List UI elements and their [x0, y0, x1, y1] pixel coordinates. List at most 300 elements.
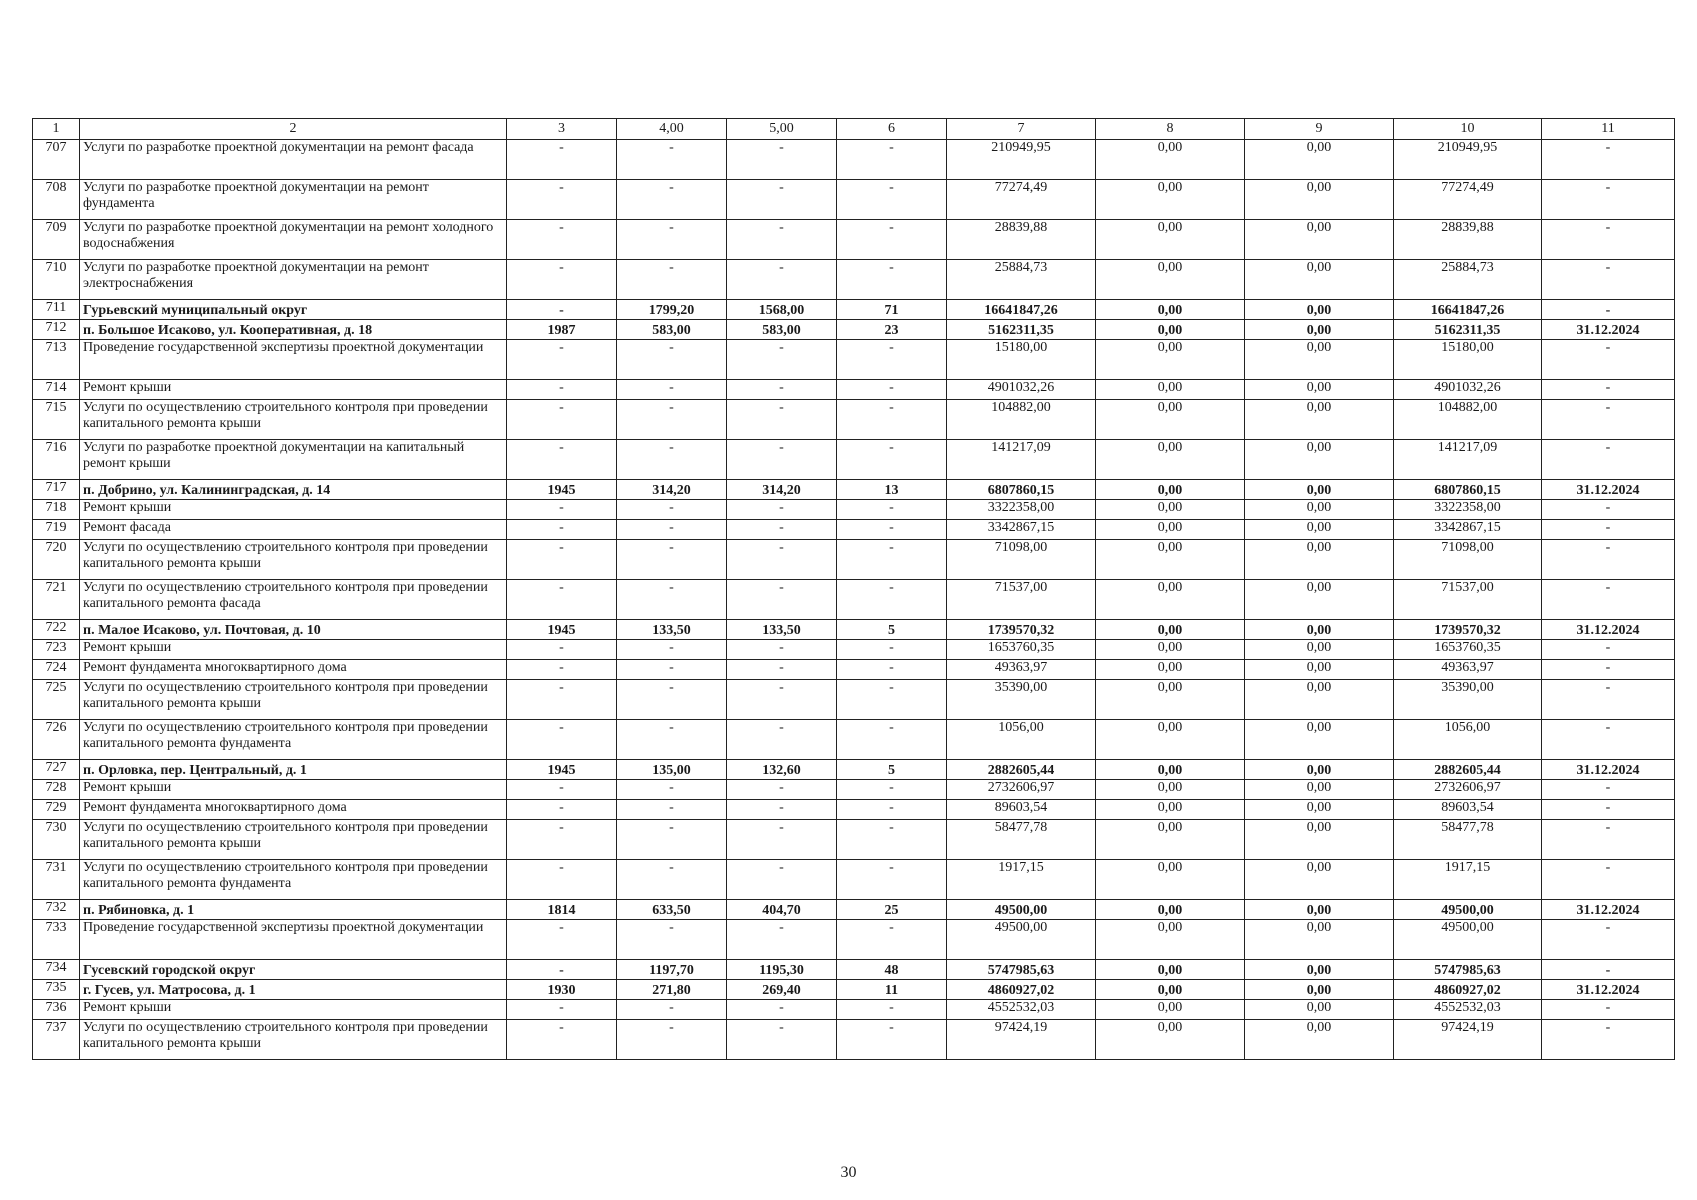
item-name: Услуги по осуществлению строительного контроля при проведении капитального ремонта крыши [80, 820, 507, 860]
table-row [33, 900, 1675, 920]
year-cell: - [507, 500, 617, 520]
owners-funds-cell: 2882605,44 [1394, 760, 1542, 780]
deadline-cell: - [1542, 400, 1675, 440]
item-name: Услуги по разработке проектной документации на ремонт электроснабжения [80, 260, 507, 300]
deadline-cell: 31.12.2024 [1542, 980, 1675, 1000]
area-living-cell: - [727, 220, 837, 260]
year-cell: - [507, 180, 617, 220]
fund-cell: 0,00 [1096, 720, 1245, 760]
cost-total-cell: 97424,19 [947, 1020, 1096, 1060]
fund-cell: 0,00 [1096, 960, 1245, 980]
budget-cell: 0,00 [1245, 140, 1394, 180]
fund-cell: 0,00 [1096, 340, 1245, 380]
area-living-cell: - [727, 920, 837, 960]
area-living-cell: - [727, 660, 837, 680]
residents-cell: - [837, 260, 947, 300]
year-cell: 1945 [507, 480, 617, 500]
header-row [33, 119, 1675, 140]
fund-cell: 0,00 [1096, 180, 1245, 220]
area-total-cell: - [617, 780, 727, 800]
table-row [33, 500, 1675, 520]
deadline-cell: - [1542, 920, 1675, 960]
table-row [33, 540, 1675, 580]
owners-funds-cell: 6807860,15 [1394, 480, 1542, 500]
area-total-cell: 271,80 [617, 980, 727, 1000]
year-cell: - [507, 800, 617, 820]
header-cell: 2 [80, 119, 507, 140]
deadline-cell: - [1542, 580, 1675, 620]
row-number: 711 [33, 300, 80, 320]
deadline-cell: - [1542, 780, 1675, 800]
deadline-cell: - [1542, 660, 1675, 680]
cost-total-cell: 141217,09 [947, 440, 1096, 480]
item-name: Услуги по осуществлению строительного контроля при проведении капитального ремонта крыши [80, 540, 507, 580]
area-total-cell: - [617, 180, 727, 220]
item-name: Услуги по осуществлению строительного контроля при проведении капитального ремонта крыши [80, 400, 507, 440]
area-living-cell: - [727, 780, 837, 800]
row-number: 716 [33, 440, 80, 480]
residents-cell: 23 [837, 320, 947, 340]
row-number: 725 [33, 680, 80, 720]
residents-cell: - [837, 140, 947, 180]
row-number: 709 [33, 220, 80, 260]
cost-total-cell: 104882,00 [947, 400, 1096, 440]
residents-cell: 71 [837, 300, 947, 320]
item-name: Ремонт крыши [80, 1000, 507, 1020]
row-number: 715 [33, 400, 80, 440]
table-row [33, 380, 1675, 400]
header-cell: 1 [33, 119, 80, 140]
header-cell: 7 [947, 119, 1096, 140]
deadline-cell: - [1542, 540, 1675, 580]
area-total-cell: - [617, 680, 727, 720]
table-row [33, 820, 1675, 860]
residents-cell: - [837, 380, 947, 400]
year-cell: - [507, 580, 617, 620]
row-number: 721 [33, 580, 80, 620]
residents-cell: 48 [837, 960, 947, 980]
deadline-cell: - [1542, 140, 1675, 180]
budget-cell: 0,00 [1245, 620, 1394, 640]
table-row [33, 400, 1675, 440]
row-number: 735 [33, 980, 80, 1000]
year-cell: - [507, 1020, 617, 1060]
item-name: Ремонт крыши [80, 500, 507, 520]
deadline-cell: - [1542, 260, 1675, 300]
owners-funds-cell: 1056,00 [1394, 720, 1542, 760]
table-row [33, 340, 1675, 380]
budget-cell: 0,00 [1245, 1020, 1394, 1060]
table-row [33, 780, 1675, 800]
cost-total-cell: 25884,73 [947, 260, 1096, 300]
deadline-cell: - [1542, 680, 1675, 720]
table-row [33, 220, 1675, 260]
owners-funds-cell: 58477,78 [1394, 820, 1542, 860]
document-sheet [32, 118, 1674, 1060]
area-living-cell: - [727, 380, 837, 400]
area-living-cell: - [727, 520, 837, 540]
year-cell: - [507, 640, 617, 660]
area-living-cell: - [727, 180, 837, 220]
deadline-cell: - [1542, 1000, 1675, 1020]
residents-cell: - [837, 220, 947, 260]
year-cell: - [507, 380, 617, 400]
owners-funds-cell: 1917,15 [1394, 860, 1542, 900]
residents-cell: 13 [837, 480, 947, 500]
fund-cell: 0,00 [1096, 140, 1245, 180]
fund-cell: 0,00 [1096, 1020, 1245, 1060]
deadline-cell: 31.12.2024 [1542, 480, 1675, 500]
item-name: г. Гусев, ул. Матросова, д. 1 [80, 980, 507, 1000]
cost-total-cell: 1739570,32 [947, 620, 1096, 640]
item-name: Услуги по разработке проектной документации на ремонт холодного водоснабжения [80, 220, 507, 260]
deadline-cell: - [1542, 800, 1675, 820]
item-name: Проведение государственной экспертизы проектной документации [80, 920, 507, 960]
data-table [32, 118, 1675, 1060]
fund-cell: 0,00 [1096, 400, 1245, 440]
table-row [33, 180, 1675, 220]
area-total-cell: - [617, 500, 727, 520]
residents-cell: - [837, 800, 947, 820]
fund-cell: 0,00 [1096, 760, 1245, 780]
year-cell: 1987 [507, 320, 617, 340]
cost-total-cell: 15180,00 [947, 340, 1096, 380]
owners-funds-cell: 71098,00 [1394, 540, 1542, 580]
deadline-cell: - [1542, 440, 1675, 480]
owners-funds-cell: 16641847,26 [1394, 300, 1542, 320]
deadline-cell: - [1542, 520, 1675, 540]
residents-cell: - [837, 780, 947, 800]
cost-total-cell: 4860927,02 [947, 980, 1096, 1000]
area-total-cell: - [617, 580, 727, 620]
residents-cell: - [837, 860, 947, 900]
area-total-cell: - [617, 1020, 727, 1060]
budget-cell: 0,00 [1245, 480, 1394, 500]
row-number: 727 [33, 760, 80, 780]
header-cell: 8 [1096, 119, 1245, 140]
table-body [33, 119, 1675, 1060]
deadline-cell: - [1542, 220, 1675, 260]
residents-cell: - [837, 520, 947, 540]
area-total-cell: - [617, 820, 727, 860]
deadline-cell: 31.12.2024 [1542, 620, 1675, 640]
owners-funds-cell: 25884,73 [1394, 260, 1542, 300]
owners-funds-cell: 71537,00 [1394, 580, 1542, 620]
row-number: 724 [33, 660, 80, 680]
fund-cell: 0,00 [1096, 640, 1245, 660]
item-name: п. Рябиновка, д. 1 [80, 900, 507, 920]
row-number: 713 [33, 340, 80, 380]
row-number: 729 [33, 800, 80, 820]
year-cell: - [507, 680, 617, 720]
fund-cell: 0,00 [1096, 440, 1245, 480]
row-number: 708 [33, 180, 80, 220]
deadline-cell: - [1542, 1020, 1675, 1060]
area-total-cell: - [617, 540, 727, 580]
budget-cell: 0,00 [1245, 180, 1394, 220]
deadline-cell: 31.12.2024 [1542, 760, 1675, 780]
budget-cell: 0,00 [1245, 380, 1394, 400]
fund-cell: 0,00 [1096, 1000, 1245, 1020]
cost-total-cell: 2882605,44 [947, 760, 1096, 780]
item-name: Ремонт фундамента многоквартирного дома [80, 800, 507, 820]
area-total-cell: - [617, 260, 727, 300]
area-living-cell: 314,20 [727, 480, 837, 500]
area-living-cell: 133,50 [727, 620, 837, 640]
budget-cell: 0,00 [1245, 1000, 1394, 1020]
owners-funds-cell: 210949,95 [1394, 140, 1542, 180]
cost-total-cell: 4901032,26 [947, 380, 1096, 400]
cost-total-cell: 35390,00 [947, 680, 1096, 720]
item-name: Ремонт фасада [80, 520, 507, 540]
fund-cell: 0,00 [1096, 300, 1245, 320]
row-number: 722 [33, 620, 80, 640]
area-total-cell: - [617, 860, 727, 900]
cost-total-cell: 4552532,03 [947, 1000, 1096, 1020]
fund-cell: 0,00 [1096, 620, 1245, 640]
area-total-cell: - [617, 440, 727, 480]
table-row [33, 640, 1675, 660]
table-row [33, 300, 1675, 320]
fund-cell: 0,00 [1096, 220, 1245, 260]
residents-cell: 25 [837, 900, 947, 920]
cost-total-cell: 6807860,15 [947, 480, 1096, 500]
area-total-cell: - [617, 140, 727, 180]
table-row [33, 960, 1675, 980]
item-name: Услуги по осуществлению строительного контроля при проведении капитального ремонта фасада [80, 580, 507, 620]
area-living-cell: - [727, 340, 837, 380]
area-living-cell: 132,60 [727, 760, 837, 780]
year-cell: - [507, 440, 617, 480]
budget-cell: 0,00 [1245, 500, 1394, 520]
fund-cell: 0,00 [1096, 520, 1245, 540]
area-total-cell: 583,00 [617, 320, 727, 340]
row-number: 736 [33, 1000, 80, 1020]
owners-funds-cell: 4552532,03 [1394, 1000, 1542, 1020]
area-total-cell: - [617, 1000, 727, 1020]
residents-cell: - [837, 440, 947, 480]
row-number: 707 [33, 140, 80, 180]
year-cell: - [507, 780, 617, 800]
year-cell: - [507, 820, 617, 860]
residents-cell: - [837, 540, 947, 580]
row-number: 731 [33, 860, 80, 900]
header-cell: 9 [1245, 119, 1394, 140]
area-living-cell: - [727, 400, 837, 440]
year-cell: 1945 [507, 760, 617, 780]
row-number: 710 [33, 260, 80, 300]
owners-funds-cell: 49500,00 [1394, 920, 1542, 960]
fund-cell: 0,00 [1096, 800, 1245, 820]
cost-total-cell: 71098,00 [947, 540, 1096, 580]
deadline-cell: - [1542, 500, 1675, 520]
owners-funds-cell: 89603,54 [1394, 800, 1542, 820]
area-living-cell: - [727, 580, 837, 620]
year-cell: - [507, 260, 617, 300]
table-row [33, 800, 1675, 820]
table-row [33, 140, 1675, 180]
budget-cell: 0,00 [1245, 960, 1394, 980]
residents-cell: - [837, 580, 947, 620]
area-total-cell: - [617, 400, 727, 440]
table-row [33, 660, 1675, 680]
area-living-cell: 583,00 [727, 320, 837, 340]
fund-cell: 0,00 [1096, 860, 1245, 900]
owners-funds-cell: 3322358,00 [1394, 500, 1542, 520]
item-name: Услуги по осуществлению строительного контроля при проведении капитального ремонта фундамента [80, 860, 507, 900]
deadline-cell: - [1542, 180, 1675, 220]
year-cell: - [507, 720, 617, 760]
area-living-cell: - [727, 1000, 837, 1020]
budget-cell: 0,00 [1245, 540, 1394, 580]
item-name: Ремонт крыши [80, 380, 507, 400]
owners-funds-cell: 49363,97 [1394, 660, 1542, 680]
residents-cell: - [837, 340, 947, 380]
cost-total-cell: 49500,00 [947, 920, 1096, 960]
owners-funds-cell: 141217,09 [1394, 440, 1542, 480]
budget-cell: 0,00 [1245, 780, 1394, 800]
table-row [33, 1020, 1675, 1060]
deadline-cell: 31.12.2024 [1542, 320, 1675, 340]
item-name: п. Малое Исаково, ул. Почтовая, д. 10 [80, 620, 507, 640]
fund-cell: 0,00 [1096, 920, 1245, 960]
table-row [33, 580, 1675, 620]
owners-funds-cell: 15180,00 [1394, 340, 1542, 380]
budget-cell: 0,00 [1245, 320, 1394, 340]
residents-cell: 11 [837, 980, 947, 1000]
budget-cell: 0,00 [1245, 980, 1394, 1000]
residents-cell: - [837, 720, 947, 760]
year-cell: - [507, 340, 617, 380]
cost-total-cell: 5162311,35 [947, 320, 1096, 340]
area-total-cell: - [617, 920, 727, 960]
fund-cell: 0,00 [1096, 320, 1245, 340]
cost-total-cell: 1917,15 [947, 860, 1096, 900]
item-name: Гусевский городской округ [80, 960, 507, 980]
residents-cell: - [837, 680, 947, 720]
page-number: 30 [840, 1164, 857, 1181]
cost-total-cell: 2732606,97 [947, 780, 1096, 800]
item-name: Услуги по осуществлению строительного контроля при проведении капитального ремонта крыши [80, 1020, 507, 1060]
residents-cell: - [837, 660, 947, 680]
owners-funds-cell: 77274,49 [1394, 180, 1542, 220]
cost-total-cell: 210949,95 [947, 140, 1096, 180]
row-number: 720 [33, 540, 80, 580]
table-row [33, 320, 1675, 340]
row-number: 732 [33, 900, 80, 920]
residents-cell: - [837, 820, 947, 860]
fund-cell: 0,00 [1096, 500, 1245, 520]
cost-total-cell: 49500,00 [947, 900, 1096, 920]
table-row [33, 680, 1675, 720]
owners-funds-cell: 5162311,35 [1394, 320, 1542, 340]
budget-cell: 0,00 [1245, 680, 1394, 720]
cost-total-cell: 49363,97 [947, 660, 1096, 680]
area-total-cell: - [617, 520, 727, 540]
table-row [33, 760, 1675, 780]
owners-funds-cell: 97424,19 [1394, 1020, 1542, 1060]
area-living-cell: - [727, 860, 837, 900]
header-cell: 3 [507, 119, 617, 140]
year-cell: 1930 [507, 980, 617, 1000]
residents-cell: - [837, 500, 947, 520]
owners-funds-cell: 4860927,02 [1394, 980, 1542, 1000]
area-living-cell: - [727, 540, 837, 580]
fund-cell: 0,00 [1096, 580, 1245, 620]
item-name: Услуги по разработке проектной документации на ремонт фасада [80, 140, 507, 180]
residents-cell: - [837, 920, 947, 960]
table-row [33, 1000, 1675, 1020]
area-living-cell: - [727, 500, 837, 520]
table-row [33, 520, 1675, 540]
item-name: Ремонт крыши [80, 640, 507, 660]
budget-cell: 0,00 [1245, 300, 1394, 320]
table-row [33, 980, 1675, 1000]
row-number: 734 [33, 960, 80, 980]
area-total-cell: 633,50 [617, 900, 727, 920]
deadline-cell: 31.12.2024 [1542, 900, 1675, 920]
budget-cell: 0,00 [1245, 580, 1394, 620]
area-living-cell: - [727, 260, 837, 300]
year-cell: - [507, 960, 617, 980]
deadline-cell: - [1542, 820, 1675, 860]
deadline-cell: - [1542, 640, 1675, 660]
area-total-cell: 314,20 [617, 480, 727, 500]
deadline-cell: - [1542, 860, 1675, 900]
residents-cell: - [837, 180, 947, 220]
area-total-cell: - [617, 220, 727, 260]
area-living-cell: - [727, 440, 837, 480]
owners-funds-cell: 3342867,15 [1394, 520, 1542, 540]
row-number: 726 [33, 720, 80, 760]
header-cell: 5,00 [727, 119, 837, 140]
year-cell: - [507, 400, 617, 440]
area-living-cell: 269,40 [727, 980, 837, 1000]
fund-cell: 0,00 [1096, 900, 1245, 920]
year-cell: - [507, 1000, 617, 1020]
budget-cell: 0,00 [1245, 660, 1394, 680]
owners-funds-cell: 5747985,63 [1394, 960, 1542, 980]
fund-cell: 0,00 [1096, 980, 1245, 1000]
area-total-cell: 135,00 [617, 760, 727, 780]
area-living-cell: 404,70 [727, 900, 837, 920]
owners-funds-cell: 1653760,35 [1394, 640, 1542, 660]
item-name: Ремонт фундамента многоквартирного дома [80, 660, 507, 680]
residents-cell: - [837, 640, 947, 660]
row-number: 718 [33, 500, 80, 520]
residents-cell: - [837, 1020, 947, 1060]
owners-funds-cell: 1739570,32 [1394, 620, 1542, 640]
deadline-cell: - [1542, 380, 1675, 400]
header-cell: 4,00 [617, 119, 727, 140]
budget-cell: 0,00 [1245, 860, 1394, 900]
year-cell: - [507, 520, 617, 540]
cost-total-cell: 5747985,63 [947, 960, 1096, 980]
deadline-cell: - [1542, 720, 1675, 760]
item-name: п. Большое Исаково, ул. Кооперативная, д. 18 [80, 320, 507, 340]
fund-cell: 0,00 [1096, 540, 1245, 580]
fund-cell: 0,00 [1096, 480, 1245, 500]
area-total-cell: - [617, 380, 727, 400]
budget-cell: 0,00 [1245, 520, 1394, 540]
area-total-cell: - [617, 340, 727, 380]
fund-cell: 0,00 [1096, 660, 1245, 680]
year-cell: - [507, 540, 617, 580]
fund-cell: 0,00 [1096, 260, 1245, 300]
cost-total-cell: 71537,00 [947, 580, 1096, 620]
cost-total-cell: 16641847,26 [947, 300, 1096, 320]
table-row [33, 440, 1675, 480]
